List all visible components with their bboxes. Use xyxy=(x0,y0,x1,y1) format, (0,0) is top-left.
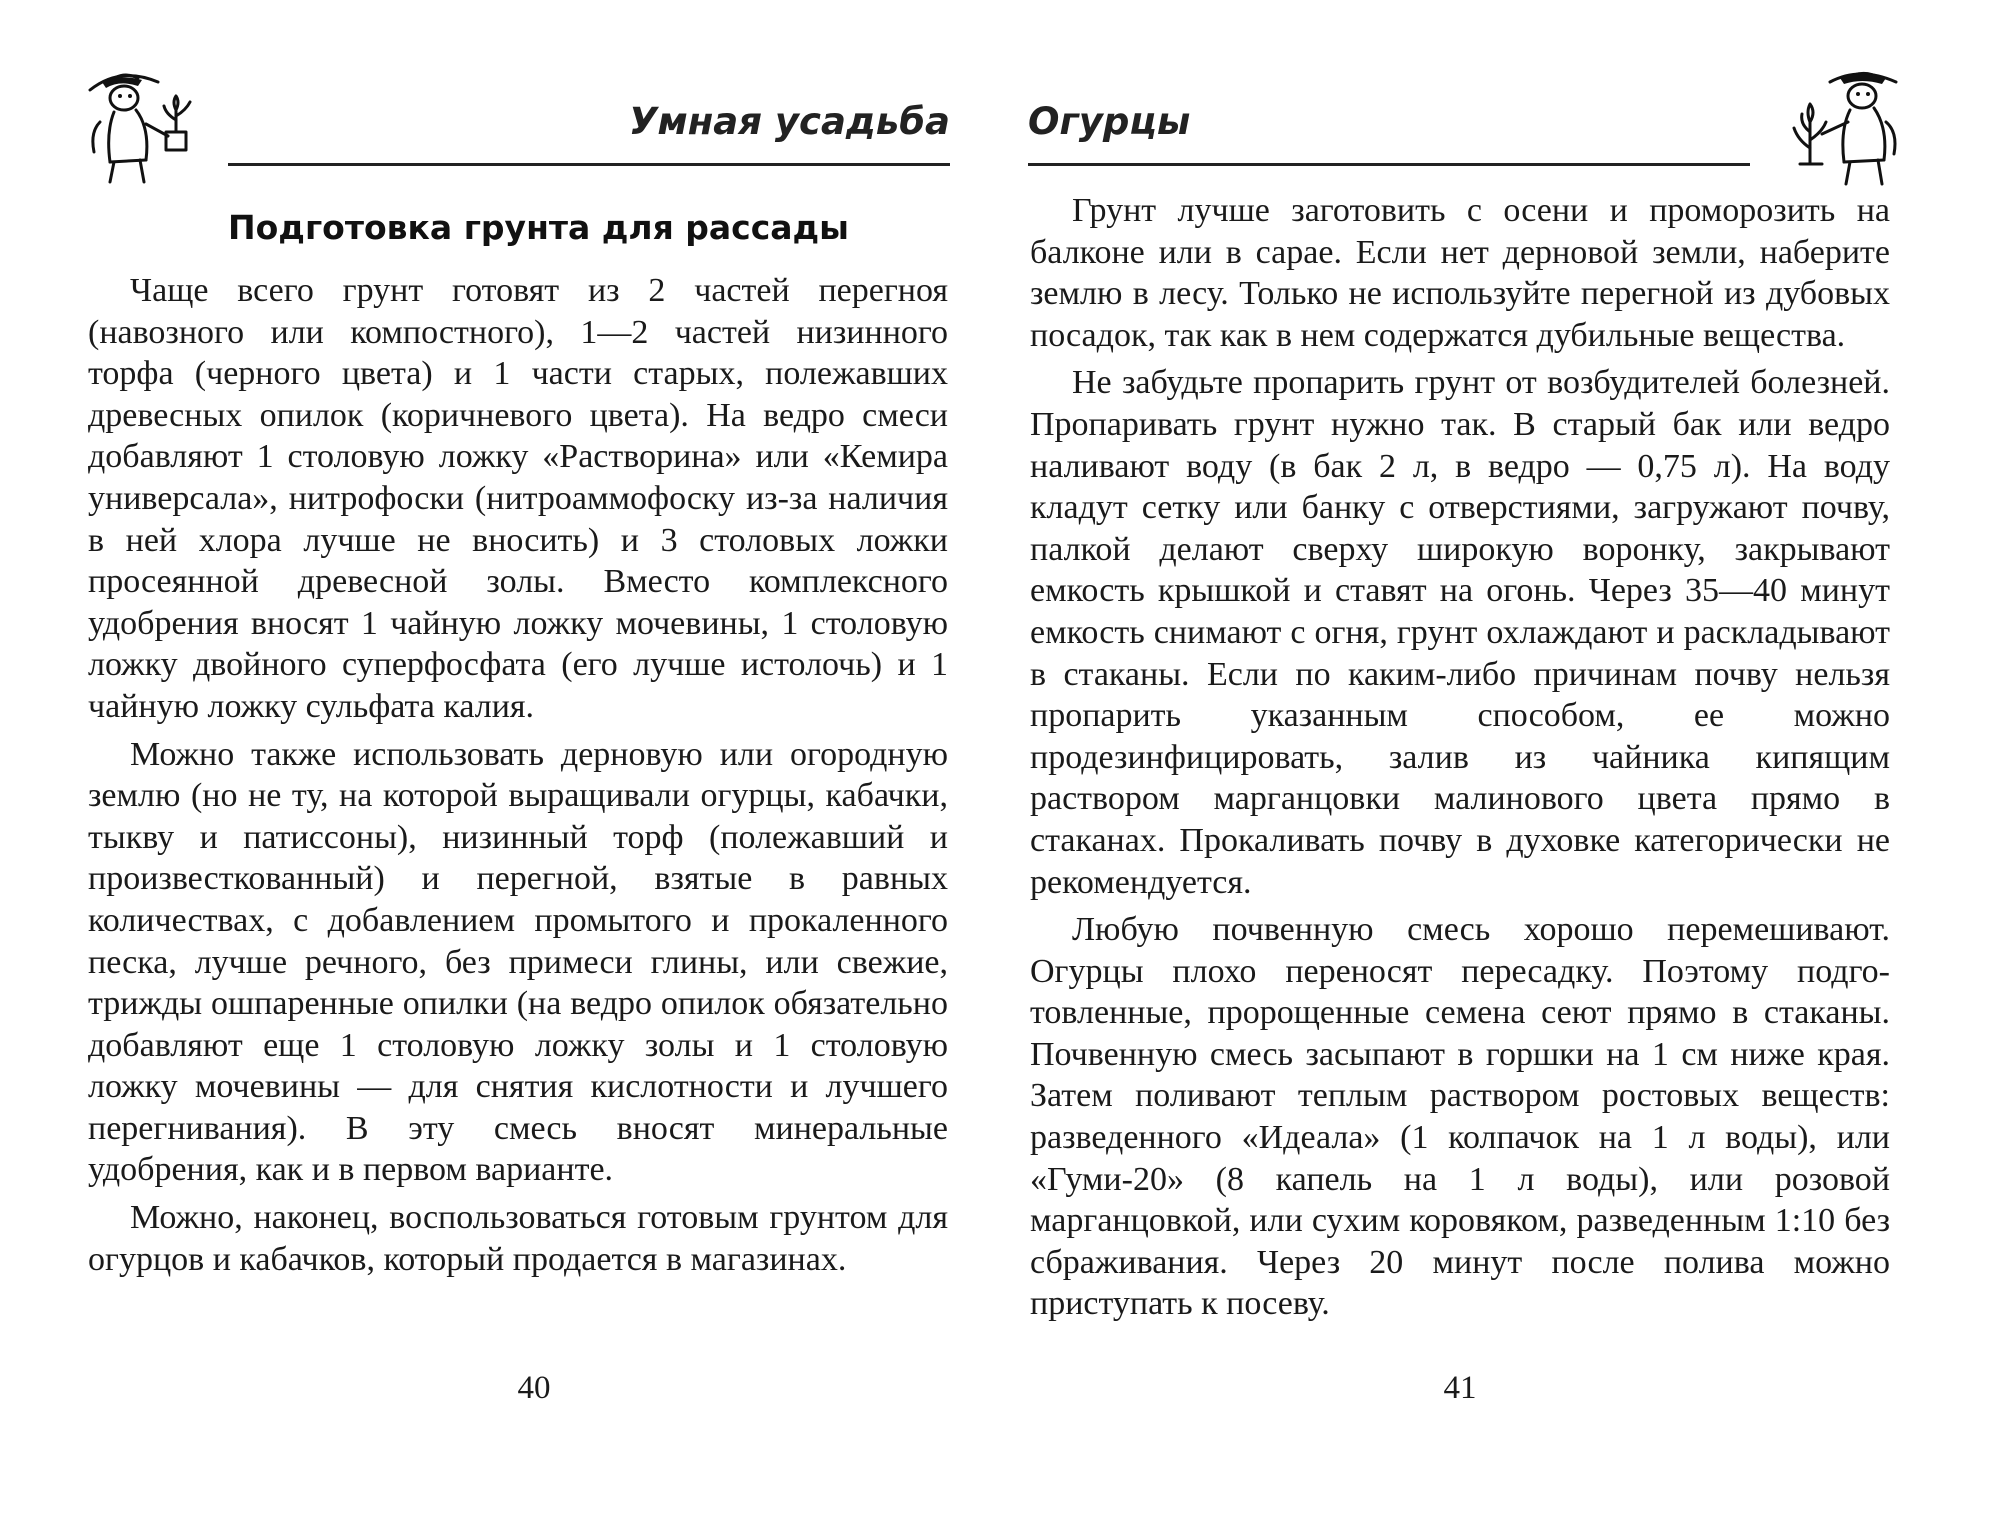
paragraph: Можно, наконец, воспользоваться готовым грунтом для огурцов и кабачков, который продается в магазинах. xyxy=(88,1199,948,1278)
header-rule xyxy=(1028,163,1750,166)
header-rule xyxy=(228,163,950,166)
page-number: 41 xyxy=(1443,1370,1477,1406)
paragraph: Не забудьте пропарить грунт от возбудителей болезней. Пропаривать грунт нужно так. В старый бак или ведро наливают воду (в бак 2 л, в ведро — 0,75 л). На воду кладут сетку или банку с отверстиями, загружают почву, палкой делают сверху широкую воронку, закрывают емкость крышкой и ставят на огонь. Через 35—40 минут емкость снимают с огня, грунт охлаждают и раскладывают в стаканы. Если по каким-либо причинам почву нельзя пропарить указанным способом, ее можно продезинфицировать, залив из чайника кипящим раствором марганцовки малинового цвета прямо в стаканах. Прокаливать почву в духовке категорически не рекомендуется. xyxy=(1030,364,1890,901)
body-text xyxy=(1030,190,1890,1331)
section-heading: Подготовка грунта для рассады xyxy=(228,208,850,247)
right-page xyxy=(1000,0,2000,1525)
paragraph: Любую почвенную смесь хорошо перемешивают. Огурцы плохо переносят пересадку. Поэтому подготовленные, пророщенные семена сеют прямо в стаканы. Почвенную смесь засыпают в горшки на 1 см ниже края. Затем поливают теплым раствором ростовых веществ: разведенного «Идеала» (1 колпачок на 1 л воды), или «Гуми-20» (8 капель на 1 л воды), или розовой марганцовкой, или сухим коровяком, разведенным 1:10 без сбраживания. Через 20 минут после полива можно приступать к посеву. xyxy=(1030,911,1890,1323)
paragraph: Можно также использовать дерновую или огородную землю (но не ту, на которой выращивали огурцы, кабачки, тыкву и патиссоны), низинный торф (полежавший и произвесткованный) и перегной, взятые в равных количествах, с добавлением промытого и прокаленного песка, лучше речного, без примеси глины, или свежие, трижды ошпаренные опилки (на ведро опилок обязательно добавляют еще 1 столовую ложку золы и 1 столовую ложку мочевины — для снятия кислотности и лучшего перегнивания). В эту смесь вносят минеральные удобрения, как и в первом варианте. xyxy=(88,735,948,1189)
page-number: 40 xyxy=(517,1370,551,1406)
body-text xyxy=(88,270,948,1286)
running-header: Огурцы xyxy=(1028,100,1191,143)
running-header: Умная усадьба xyxy=(628,100,950,143)
paragraph: Грунт лучше заготовить с осени и проморозить на балконе или в сарае. Если нет дерновой земли, наберите землю в лесу. Только не используйте перегной из дубовых посадок, так как в нем содержатся дубильные вещества. xyxy=(1030,192,1890,354)
gardener-illustration-left xyxy=(80,52,220,192)
paragraph: Чаще всего грунт готовят из 2 частей перегноя (навозного или компостного), 1—2 частей низинного торфа (черного цвета) и 1 части старых, полежавших древесных опилок (коричневого цвета). На ведро смеси добавляют 1 столовую ложку «Растворина» или «Кемира универсала», нитрофоски (нитроаммофоску из-за наличия в ней хлора лучше не вносить) и 3 столовых ложки просеянной древесной золы. Вместо комплексного удобрения вносят 1 чайную ложку мочевины, 1 столовую ложку двойного суперфосфата (его лучше истолочь) и 1 чайную ложку сульфата калия. xyxy=(88,272,948,725)
gardener-illustration-right xyxy=(1770,52,1910,192)
